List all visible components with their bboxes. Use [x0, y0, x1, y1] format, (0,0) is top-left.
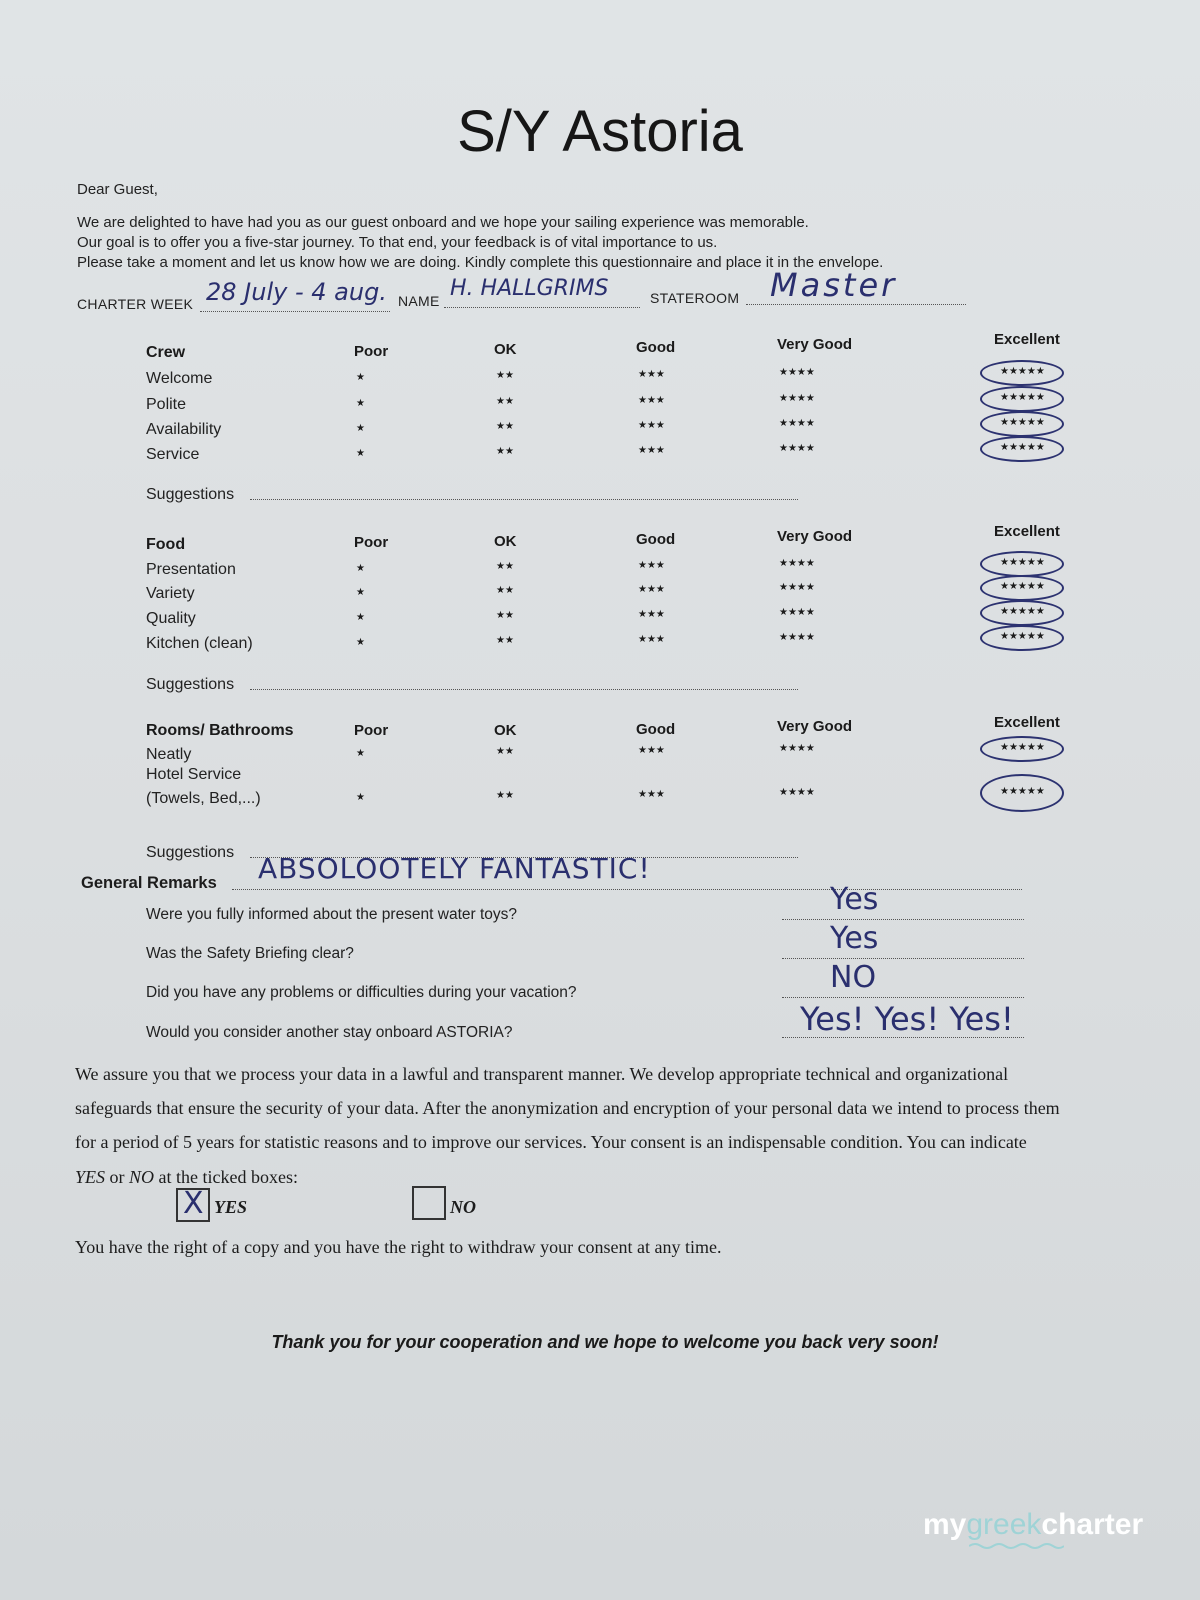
rating-row-label: Hotel Service	[146, 766, 242, 783]
selected-rating-circle	[980, 436, 1064, 462]
rating-option-excellent: ★★★★★	[1000, 441, 1045, 453]
rating-option-good: ★★★	[638, 444, 665, 456]
rating-option-very-good: ★★★★	[779, 632, 815, 644]
column-header-very-good: Very Good	[777, 528, 853, 545]
answer-value: Yes	[830, 921, 879, 956]
rating-option-ok: ★★	[496, 421, 514, 433]
rating-option-very-good: ★★★★	[779, 418, 815, 430]
rating-option-excellent: ★★★★★	[1000, 365, 1045, 377]
rating-row-label: Neatly	[146, 746, 192, 763]
selected-rating-circle	[980, 736, 1064, 762]
rating-row-label-cont: (Towels, Bed,...)	[146, 790, 261, 807]
consent-prompt-or: or	[109, 1167, 125, 1187]
selected-rating-circle	[980, 386, 1064, 412]
rating-row-label: Kitchen (clean)	[146, 635, 253, 652]
rating-option-poor: ★	[356, 563, 365, 574]
rating-option-good: ★★★	[638, 608, 665, 620]
rating-option-poor: ★	[356, 587, 365, 598]
rights-line: You have the right of a copy and you have the right to withdraw your consent at any time.	[75, 1237, 722, 1257]
rating-option-good: ★★★	[638, 583, 665, 595]
rating-option-excellent: ★★★★★	[1000, 605, 1045, 617]
rating-option-excellent: ★★★★★	[1000, 580, 1045, 592]
consent-no-label: NO	[450, 1197, 476, 1217]
rating-option-ok: ★★	[496, 396, 514, 408]
greeting: Dear Guest,	[77, 181, 158, 198]
rating-option-excellent: ★★★★★	[1000, 391, 1045, 403]
selected-rating-circle	[980, 575, 1064, 601]
rating-option-ok: ★★	[496, 746, 514, 758]
rating-option-poor: ★	[356, 423, 365, 434]
rating-option-ok: ★★	[496, 370, 514, 382]
rating-option-good: ★★★	[638, 633, 665, 645]
column-header-very-good: Very Good	[777, 718, 853, 735]
rating-row-label: Polite	[146, 396, 187, 413]
stateroom-label: STATEROOM	[650, 290, 740, 306]
rating-option-excellent: ★★★★★	[1000, 785, 1045, 797]
question-text: Would you consider another stay onboard ASTORIA?	[146, 1024, 513, 1041]
rating-option-poor: ★	[356, 748, 365, 759]
rating-option-ok: ★★	[496, 446, 514, 458]
stateroom-value: Master	[770, 266, 898, 304]
consent-no-checkbox[interactable]	[412, 1186, 446, 1220]
rating-option-very-good: ★★★★	[779, 367, 815, 379]
rating-option-good: ★★★	[638, 788, 665, 800]
rating-row-label: Service	[146, 446, 200, 463]
privacy-line-2: safeguards that ensure the security of your data. After the anonymization and encryption of your personal data we intend to process them	[75, 1098, 1060, 1118]
column-header-good: Good	[636, 721, 676, 738]
selected-rating-circle	[980, 360, 1064, 386]
column-header-very-good: Very Good	[777, 336, 853, 353]
rating-row-label: Availability	[146, 421, 222, 438]
rating-option-excellent: ★★★★★	[1000, 556, 1045, 568]
rating-option-excellent: ★★★★★	[1000, 630, 1045, 642]
rating-option-good: ★★★	[638, 368, 665, 380]
selected-rating-circle	[980, 774, 1064, 812]
rating-option-ok: ★★	[496, 610, 514, 622]
section-title: Food	[146, 536, 186, 553]
name-label: NAME	[398, 293, 440, 309]
suggestions-label: Suggestions	[146, 844, 235, 861]
consent-prompt-yes: YES	[75, 1167, 106, 1187]
rating-option-very-good: ★★★★	[779, 582, 815, 594]
rating-option-good: ★★★	[638, 744, 665, 756]
rating-row-label: Quality	[146, 610, 196, 627]
consent-yes-mark: X	[183, 1186, 204, 1221]
privacy-line-3: for a period of 5 years for statistic reasons and to improve our services. Your consent is an indispensable condition. You can indicate	[75, 1132, 1027, 1152]
rating-option-poor: ★	[356, 612, 365, 623]
suggestions-line	[250, 674, 798, 690]
rating-option-good: ★★★	[638, 419, 665, 431]
selected-rating-circle	[980, 625, 1064, 651]
answer-value: NO	[830, 960, 877, 995]
answer-value: Yes	[830, 882, 879, 917]
rating-option-poor: ★	[356, 792, 365, 803]
suggestions-label: Suggestions	[146, 486, 235, 503]
column-header-excellent: Excellent	[994, 714, 1060, 731]
document-title: S/Y Astoria	[457, 99, 743, 164]
column-header-excellent: Excellent	[994, 523, 1060, 540]
watermark-greek: greek	[966, 1508, 1042, 1541]
rating-option-poor: ★	[356, 448, 365, 459]
column-header-poor: Poor	[354, 343, 389, 360]
rating-option-ok: ★★	[496, 585, 514, 597]
column-header-ok: OK	[494, 341, 517, 358]
rating-option-poor: ★	[356, 398, 365, 409]
column-header-good: Good	[636, 339, 676, 356]
selected-rating-circle	[980, 411, 1064, 437]
intro-line-3: Please take a moment and let us know how we are doing. Kindly complete this questionnaire and place it in the envelope.	[77, 254, 884, 271]
column-header-ok: OK	[494, 722, 517, 739]
watermark-charter: charter	[1041, 1508, 1144, 1541]
answer-line	[782, 982, 1024, 998]
rating-option-very-good: ★★★★	[779, 443, 815, 455]
selected-rating-circle	[980, 600, 1064, 626]
watermark-wave-icon	[969, 1542, 1064, 1550]
general-remarks-label: General Remarks	[81, 874, 217, 892]
answer-line	[782, 943, 1024, 959]
rating-option-very-good: ★★★★	[779, 743, 815, 755]
column-header-poor: Poor	[354, 534, 389, 551]
consent-yes-label: YES	[214, 1197, 248, 1217]
rating-option-poor: ★	[356, 372, 365, 383]
rating-option-very-good: ★★★★	[779, 393, 815, 405]
privacy-line-1: We assure you that we process your data in a lawful and transparent manner. We develop appropriate technical and organizational	[75, 1064, 1009, 1084]
column-header-good: Good	[636, 531, 676, 548]
rating-row-label: Welcome	[146, 370, 213, 387]
column-header-excellent: Excellent	[994, 331, 1060, 348]
selected-rating-circle	[980, 551, 1064, 577]
question-text: Did you have any problems or difficulties during your vacation?	[146, 984, 577, 1001]
suggestions-label: Suggestions	[146, 676, 235, 693]
answer-line	[782, 904, 1024, 920]
suggestions-line	[250, 484, 798, 500]
rating-option-very-good: ★★★★	[779, 607, 815, 619]
intro-line-2: Our goal is to offer you a five-star journey. To that end, your feedback is of vital importance to us.	[77, 234, 718, 251]
charter-week-label: CHARTER WEEK	[77, 296, 194, 312]
consent-yes-checkbox[interactable]	[176, 1188, 210, 1222]
watermark-my: my	[923, 1508, 967, 1541]
rating-option-very-good: ★★★★	[779, 558, 815, 570]
consent-prompt-rest: at the ticked boxes:	[158, 1167, 298, 1187]
rating-option-very-good: ★★★★	[779, 787, 815, 799]
rating-row-label: Presentation	[146, 561, 236, 578]
rating-option-good: ★★★	[638, 394, 665, 406]
rating-row-label: Variety	[146, 585, 195, 602]
consent-prompt-no: NO	[129, 1167, 155, 1187]
section-title: Crew	[146, 344, 186, 361]
charter-week-value: 28 July - 4 aug.	[206, 278, 387, 306]
watermark-logo	[923, 1508, 1143, 1542]
name-value: H. HALLGRIMS	[450, 276, 609, 301]
question-text: Were you fully informed about the present water toys?	[146, 906, 518, 923]
rating-option-good: ★★★	[638, 559, 665, 571]
question-text: Was the Safety Briefing clear?	[146, 945, 354, 962]
column-header-ok: OK	[494, 533, 517, 550]
answer-value: Yes! Yes! Yes!	[800, 1000, 1014, 1038]
rating-option-excellent: ★★★★★	[1000, 741, 1045, 753]
intro-line-1: We are delighted to have had you as our guest onboard and we hope your sailing experience was memorable.	[77, 214, 809, 231]
general-remarks-value: ABSOLOOTELY FANTASTIC!	[258, 852, 651, 885]
rating-option-ok: ★★	[496, 790, 514, 802]
rating-option-excellent: ★★★★★	[1000, 416, 1045, 428]
section-title: Rooms/ Bathrooms	[146, 722, 294, 739]
column-header-poor: Poor	[354, 722, 389, 739]
rating-option-ok: ★★	[496, 561, 514, 573]
rating-option-ok: ★★	[496, 635, 514, 647]
thank-you-line: Thank you for your cooperation and we hope to welcome you back very soon!	[271, 1332, 939, 1352]
rating-option-poor: ★	[356, 637, 365, 648]
